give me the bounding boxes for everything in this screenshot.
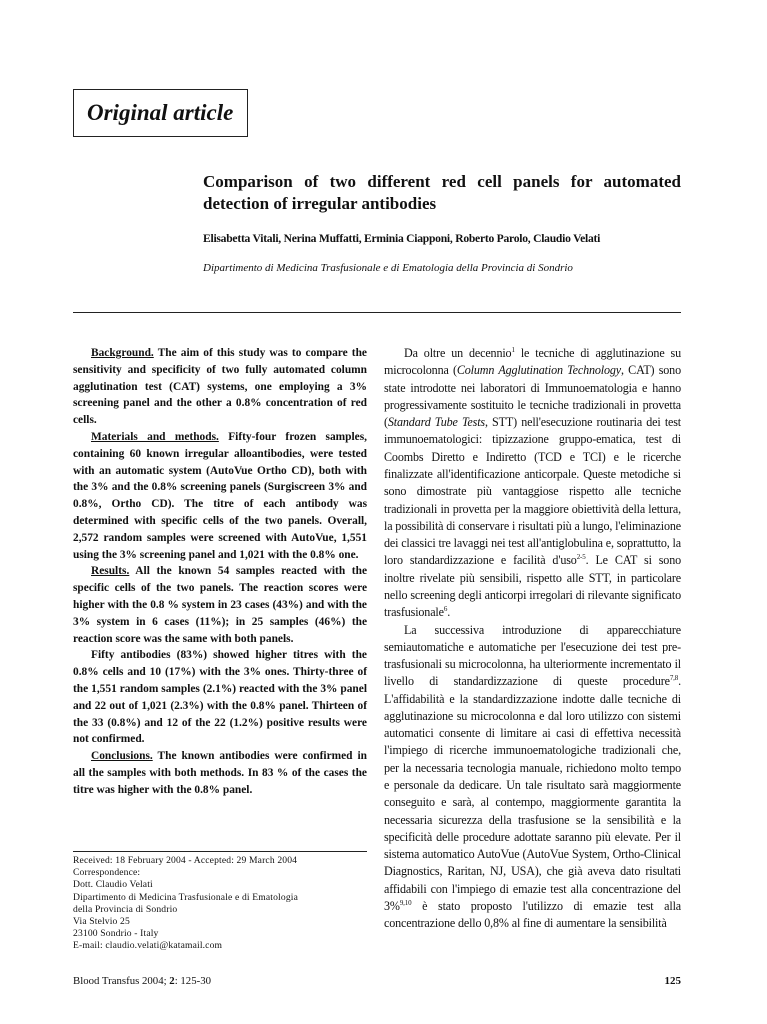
author-list: Elisabetta Vitali, Nerina Muffatti, Erminia Ciapponi, Roberto Parolo, Claudio Velati <box>203 232 601 245</box>
body-text: . <box>447 605 451 620</box>
article-type-box <box>73 89 248 137</box>
journal-pages: : 125-30 <box>174 975 211 987</box>
reference-5[interactable]: 9,10 <box>399 898 412 907</box>
correspondence-notes <box>73 855 367 953</box>
body-text: Da oltre un decennio <box>404 346 512 360</box>
body-text: . L'affidabilità e la standardizzazione indotte dalle tecniche di agglutinazione su microcolonna e dal loro utilizzo con sistemi automatici consente di limitare ai casi di effettiva necessità l'impiego di ricerche immunoematologiche tradizionali che, per la necessaria tecnologia manuale, richiedono molto tempo e personale da dedicare. Un tale risultato sarà maggiormente conseguito e sarà, al contempo, maggiormente garantita la necessaria sicurezza della trasfusione se la sensibilità e la specificità delle procedure adottate saranno più elevate. Per il sistema automatico AutoVue (AutoVue System, Ortho-Clinical Diagnostics, Raritan, NJ, USA), che già aveva dato risultati affidabili con l'impiego di emazie test alla concentrazione del 3% <box>384 674 681 913</box>
abstract-methods <box>73 429 367 563</box>
body-italic-term: Standard Tube Tests <box>387 415 485 430</box>
correspondence-label: Correspondence: <box>73 867 141 879</box>
body-paragraph-2 <box>384 622 681 933</box>
abstract <box>73 345 367 799</box>
body-text-column <box>384 345 681 933</box>
journal-citation <box>73 975 211 987</box>
abstract-background <box>73 345 367 429</box>
correspondence-city: 23100 Sondrio - Italy <box>73 928 159 940</box>
correspondence-street: Via Stelvio 25 <box>73 916 130 928</box>
article-title: Comparison of two different red cell panels for automated detection of irregular antibodies <box>203 172 681 213</box>
notes-divider <box>73 851 367 852</box>
body-text: è stato proposto l'utilizzo di emazie test alla concentrazione dello 0,8% al fine di aumentare la sensibilità <box>384 899 681 931</box>
received-date: Received: 18 February 2004 - Accepted: 29 March 2004 <box>73 855 298 866</box>
body-italic-term: Column Agglutination Technology <box>456 363 621 378</box>
header-divider <box>73 312 681 313</box>
abstract-methods-text: Fifty-four frozen samples, containing 60 known irregular alloantibodies, were tested with an automatic system (AutoVue Ortho CD), both with the 3% and the 0.8% screening panels (Surgiscreen 3% and 0.8%, Ortho CD). The titre of each antibody was determined with specific cells of the two panels. Overall, 2,572 random samples were screened with AutoVue, 1,551 using the 3% screening panel and 1,021 with the 0.8% one. <box>73 430 368 561</box>
abstract-conclusions-heading: Conclusions. <box>91 750 153 763</box>
body-text: le tecniche di agglutinazione su microcolonna ( <box>384 346 681 378</box>
body-text: , CAT) sono state introdotte nei laboratori di Immunoematologia e hanno progressivamente sostituito le tecniche tradizionali in provetta ( <box>384 363 681 430</box>
abstract-conclusions-text: The known antibodies were confirmed in all the samples with both methods. In 83 % of the cases the titre was higher with the 0.8% panel. <box>73 750 367 796</box>
affiliation: Dipartimento di Medicina Trasfusionale e di Ematologia della Provincia di Sondrio <box>203 262 573 274</box>
reference-3[interactable]: 6 <box>443 605 448 614</box>
body-paragraph-1 <box>384 345 681 622</box>
correspondence-dept: Dipartimento di Medicina Trasfusionale e di Ematologia <box>73 891 298 903</box>
correspondence-name: Dott. Claudio Velati <box>73 879 153 891</box>
journal-name: Blood Transfus 2004; <box>73 975 170 987</box>
abstract-background-heading: Background. <box>91 347 154 359</box>
abstract-results <box>73 563 367 647</box>
body-text: , STT) nell'esecuzione routinaria dei test immunoematologici: tipizzazione gruppo-ematica, test di Coombs Diretto e Indiretto (TCD e TCI) e le ricerche finalizzate all'identificazione anticorpale. Queste metodiche si sono dimostrate più vantaggiose rispetto alle tecniche tradizionali in provetta per la maggiore obiettività della lettura, la possibilità di conservare i risultati più a lungo, l'eliminazione dei classici tre lavaggi nei test all'antiglobulina e, soprattutto, la loro standardizzazione e facilità d'uso <box>384 415 682 568</box>
correspondence-dept-2: della Provincia di Sondrio <box>73 903 178 915</box>
abstract-conclusions <box>73 748 367 798</box>
page-number: 125 <box>664 975 681 987</box>
body-text: . Le CAT si sono inoltre rivelate più sensibili, rispetto alle STT, in particolare nello screening degli anticorpi irregolari di rilevante significato trasfusionale <box>384 553 681 620</box>
journal-volume: 2 <box>169 975 175 987</box>
abstract-methods-heading: Materials and methods. <box>91 430 219 443</box>
article-type-label: Original article <box>87 100 234 125</box>
reference-1[interactable]: 1 <box>511 345 515 354</box>
abstract-results-heading: Results. <box>91 565 130 578</box>
body-text: La successiva introduzione di apparecchiature semiautomatiche e automatiche per l'esecuzione dei test pre-trasfusionali su microcolonna, ha ulteriormente incrementato il livello di standardizzazione di queste procedure <box>384 622 681 689</box>
correspondence-email[interactable]: E-mail: claudio.velati@katamail.com <box>73 940 223 952</box>
reference-2[interactable]: 2-5 <box>576 553 586 562</box>
abstract-results-continued: Fifty antibodies (83%) showed higher titres with the 0.8% cells and 10 (17%) with the 3% ones. Thirty-three of the 1,551 random samples (2.1%) reacted with the 3% panel and 22 out of 1,021 (2.3%) with the 0.8% panel. Thirteen of the 33 (0.8%) and 12 of the 22 (1.2%) positive results were not confirmed. <box>73 649 367 746</box>
reference-4[interactable]: 7,8 <box>669 674 679 683</box>
abstract-results-text: All the known 54 samples reacted with the specific cells of the two panels. The reaction scores were higher with the 0.8 % system in 23 cases (43%) and with the 3% system in 6 cases (11%); in 25 samples (46%) the reaction score was the same with both panels. <box>73 565 367 645</box>
abstract-background-text: The aim of this study was to compare the sensitivity and specificity of two fully automated column agglutination test (CAT) systems, one employing a 3% screening panel and the other a 0.8% concentration of red cells. <box>73 347 367 427</box>
